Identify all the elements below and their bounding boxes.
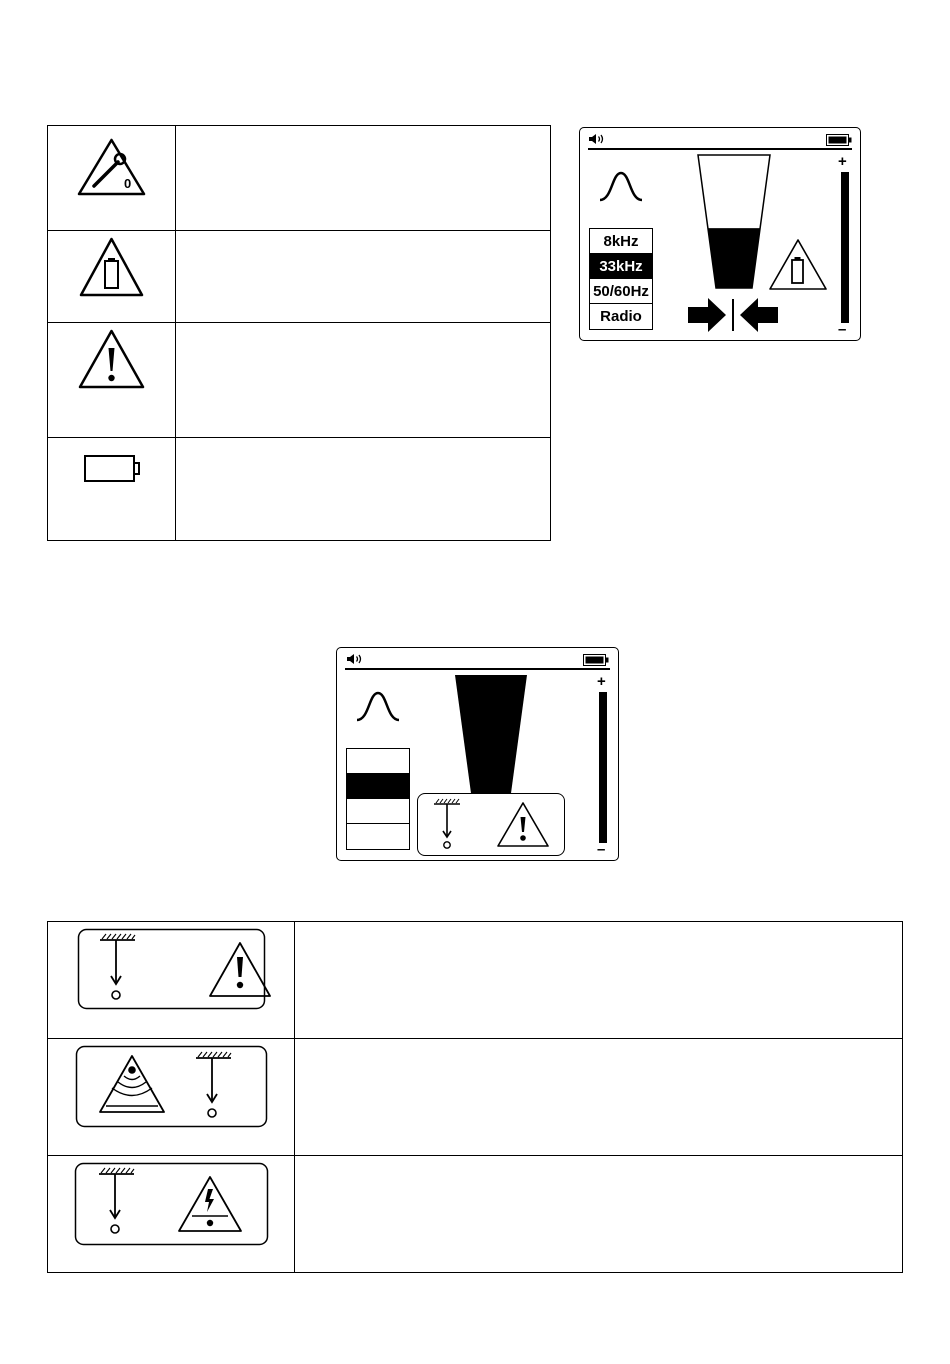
table-row [48, 231, 551, 323]
electrical-hazard-icon [179, 1177, 241, 1231]
gain-minus-label: – [838, 321, 847, 338]
icon-cell [48, 126, 176, 231]
service-wrench-warning-icon [48, 126, 175, 230]
icon-cell [48, 1039, 295, 1156]
speaker-icon [346, 653, 364, 665]
description-cell [176, 126, 551, 231]
frequency-option[interactable]: 8kHz [590, 229, 652, 254]
signal-strength-fill [696, 228, 772, 288]
general-warning-icon [210, 943, 270, 996]
frequency-option-selected[interactable]: 33kHz [590, 254, 652, 279]
battery-full-icon [826, 134, 852, 146]
description-cell [176, 323, 551, 438]
signal-warning-icon [100, 1056, 164, 1112]
description-cell [176, 438, 551, 541]
gain-bar [599, 692, 607, 843]
frequency-selector[interactable] [346, 748, 410, 850]
speaker-icon [588, 133, 606, 145]
locator-screen-warning [336, 647, 619, 861]
icon-description-table [47, 125, 551, 541]
icon-cell [48, 1156, 295, 1273]
general-warning-icon [48, 323, 175, 437]
table-row [48, 1039, 903, 1156]
table-row [48, 126, 551, 231]
icon-cell [48, 231, 176, 323]
description-cell [295, 1039, 903, 1156]
table-row [48, 438, 551, 541]
general-warning-icon [496, 800, 550, 850]
gain-plus-label: + [838, 153, 847, 170]
signal-strength-meter [453, 673, 529, 811]
frequency-option[interactable] [347, 799, 409, 824]
frequency-selector[interactable] [589, 228, 653, 330]
description-cell [176, 231, 551, 323]
signal-strength-meter [696, 153, 772, 291]
gain-minus-label: – [597, 841, 606, 858]
gain-bar [841, 172, 849, 323]
ground-probe-warning-panel [48, 922, 294, 1038]
ground-probe-icon [432, 798, 464, 854]
ground-probe-icon [196, 1052, 231, 1117]
description-cell [295, 922, 903, 1039]
null-arrows-icon [686, 296, 780, 334]
warning-description-table [47, 921, 903, 1273]
battery-icon [48, 438, 175, 540]
icon-cell [48, 922, 295, 1039]
battery-full-icon [583, 654, 609, 666]
icon-cell [48, 323, 176, 438]
ground-probe-electrical-panel [48, 1156, 294, 1272]
frequency-option[interactable]: 50/60Hz [590, 279, 652, 304]
frequency-option-selected[interactable] [347, 774, 409, 799]
locator-screen-frequency [579, 127, 861, 341]
table-row [48, 922, 903, 1039]
status-bar-line [588, 148, 852, 150]
frequency-option[interactable] [347, 824, 409, 849]
description-cell [295, 1156, 903, 1273]
status-bar-line [345, 668, 610, 670]
table-row [48, 1156, 903, 1273]
warning-panel [417, 793, 565, 856]
frequency-option[interactable]: Radio [600, 308, 642, 325]
signal-ground-probe-panel [48, 1039, 294, 1155]
peak-response-icon [355, 690, 401, 722]
gain-plus-label: + [597, 673, 606, 690]
low-battery-warning-icon [48, 231, 175, 322]
ground-probe-icon [99, 1168, 134, 1233]
signal-strength-fill [453, 675, 529, 808]
frequency-option[interactable] [347, 749, 409, 774]
table-row [48, 323, 551, 438]
peak-response-icon [598, 170, 644, 202]
icon-cell [48, 438, 176, 541]
svg-text:0: 0 [124, 176, 132, 191]
ground-probe-icon [100, 934, 135, 999]
low-battery-warning-icon [768, 238, 828, 292]
